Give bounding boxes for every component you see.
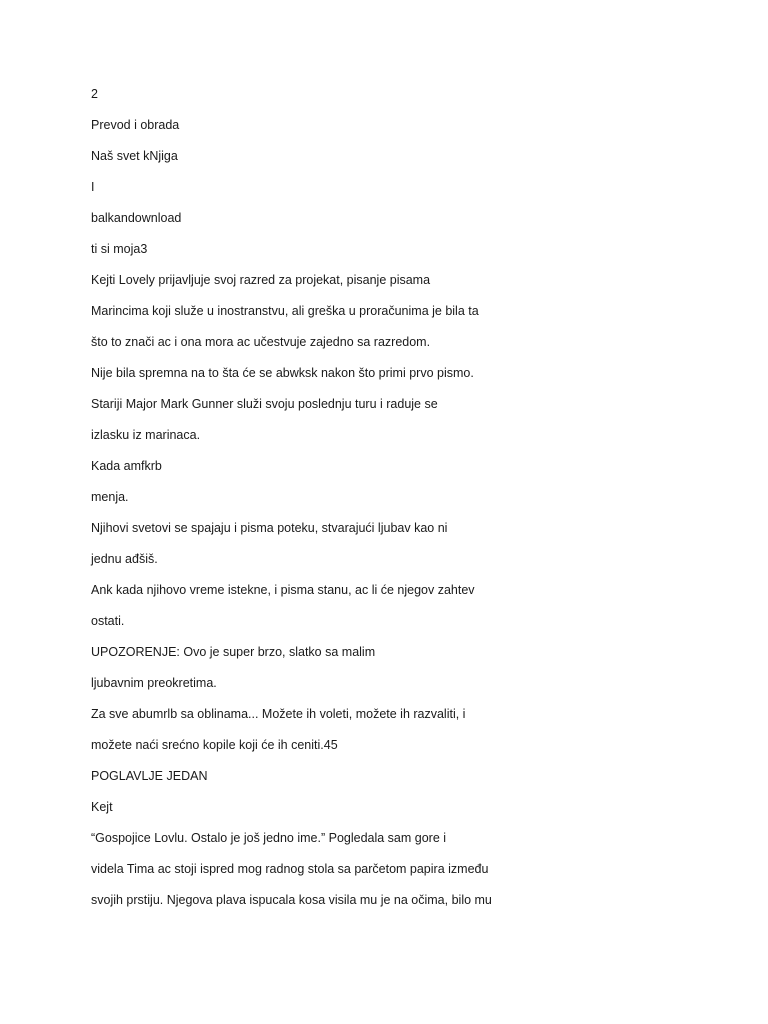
text-line: Naš svet kNjiga — [91, 149, 178, 163]
text-line: UPOZORENJE: Ovo je super brzo, slatko sa malim — [91, 645, 376, 659]
text-line: što to znači ac i ona mora ac učestvuje zajedno sa razredom. — [91, 335, 431, 349]
text-line: Prevod i obrada — [91, 118, 180, 132]
text-line: jednu ađšiš. — [91, 552, 158, 566]
text-line: Ank kada njihovo vreme istekne, i pisma stanu, ac li će njegov zahtev — [91, 583, 475, 597]
text-line: ti si moja3 — [91, 242, 148, 256]
text-line: možete naći srećno kopile koji će ih ceniti.45 — [91, 738, 338, 752]
text-line: I — [91, 180, 95, 194]
text-line: Stariji Major Mark Gunner služi svoju poslednju turu i raduje se — [91, 397, 438, 411]
text-line: svojih prstiju. Njegova plava ispucala kosa visila mu je na očima, bilo mu — [91, 893, 492, 907]
chapter-narrator: Kejt — [91, 800, 113, 814]
text-line: menja. — [91, 490, 129, 504]
text-line: balkandownload — [91, 211, 182, 225]
page-number: 2 — [91, 87, 98, 101]
text-line: Marincima koji služe u inostranstvu, ali greška u proračunima je bila ta — [91, 304, 479, 318]
text-line: ostati. — [91, 614, 125, 628]
chapter-heading: POGLAVLJE JEDAN — [91, 769, 208, 783]
text-line: ljubavnim preokretima. — [91, 676, 217, 690]
text-line: Kejti Lovely prijavljuje svoj razred za projekat, pisanje pisama — [91, 273, 431, 287]
text-line: videla Tima ac stoji ispred mog radnog stola sa parčetom papira između — [91, 862, 489, 876]
text-line: Njihovi svetovi se spajaju i pisma poteku, stvarajući ljubav kao ni — [91, 521, 448, 535]
text-line: “Gospojice Lovlu. Ostalo je još jedno ime.” Pogledala sam gore i — [91, 831, 447, 845]
text-line: Za sve abumrlb sa oblinama... Možete ih voleti, možete ih razvaliti, i — [91, 707, 466, 721]
text-line: izlasku iz marinaca. — [91, 428, 201, 442]
text-line: Nije bila spremna na to šta će se abwksk nakon što primi prvo pismo. — [91, 366, 474, 380]
text-line: Kada amfkrb — [91, 459, 162, 473]
